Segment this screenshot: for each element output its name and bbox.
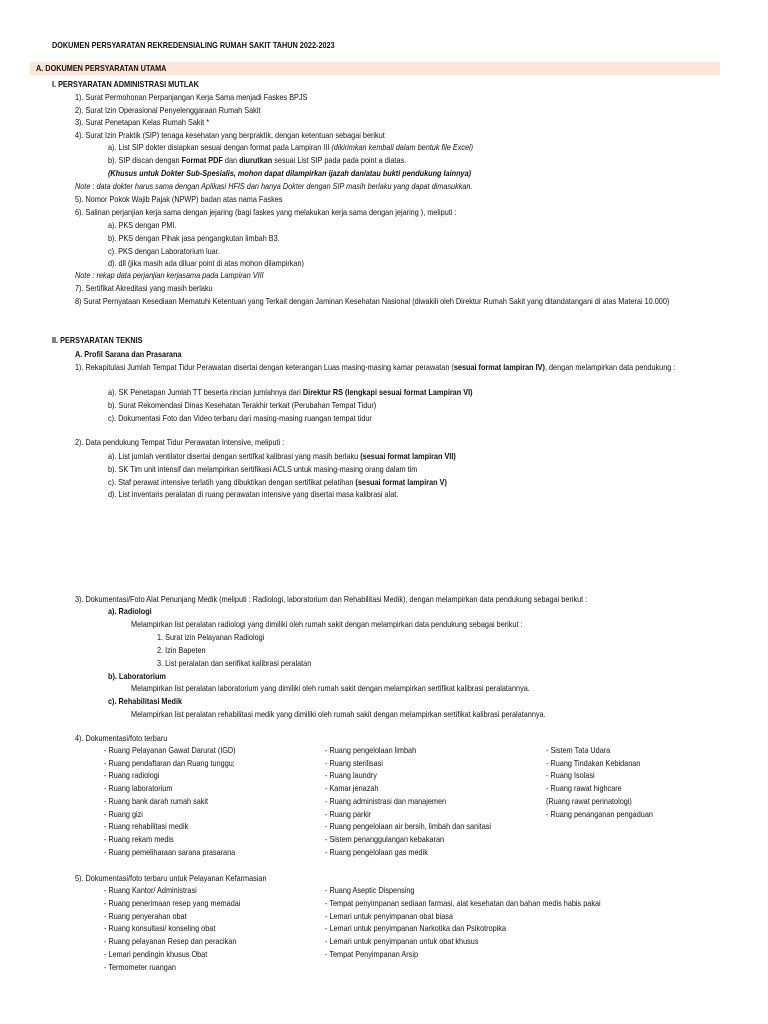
admin-heading: I. PERSYARATAN ADMINISTRASI MUTLAK [52,80,199,89]
list-item: - Ruang rehabilitasi medik [104,822,189,832]
teknis-item-5: 5). Dokumentasi/foto terbaru untuk Pelayanan Kefarmasian [75,874,267,883]
list-item: - Ruang penerimaan resep yang memadai [104,898,241,908]
teknis-heading: II. PERSYARATAN TEKNIS [52,336,143,345]
teknis-item-3c: c). Rehabilitasi Medik [108,697,183,706]
admin-item-6d: d). dll (jika masih ada diluar point di atas mohon dilampirkan) [108,259,304,268]
teknis-subheading-a: A. Profil Sarana dan Prasarana [75,350,182,359]
admin-item-4b: b). SIP discan dengan Format PDF dan diurutkan sesuai List SIP pada pada point a diatas. [108,156,407,165]
teknis-item-2b: b). SK Tim unit intensif dan melampirkan sertifikasi ACLS untuk masing-masing orang dalam tim [108,465,418,474]
list-item: - Ruang gizi [104,809,143,819]
admin-item-8: 8) Surat Pernyataan Kesediaan Mematuhi Ketentuan yang Terkait dengan Jaminan Kesehatan Nasional (diwakili oleh Direktur Rumah Sakit yang ditandatangani di atas Materai 10.000) [75,297,670,306]
admin-item-6b: b). PKS dengan Pihak jasa pengangkutan limbah B3. [108,234,280,243]
teknis-item-2d: d). List inventaris peralatan di ruang perawatan intensive yang disertai masa kalibrasi alat. [108,490,399,499]
admin-note-2: Note : rekap data perjanjian kerjasama pada Lampiran VIII [75,271,264,280]
list-item: - Tempat Penyimpanan Arsip [325,950,418,959]
list-item: - Ruang pelayanan Resep dan peracikan [104,937,237,947]
teknis-item-3: 3). Dokumentasi/Foto Alat Penunjang Medik (meliputi : Radiologi, laboratorium dan Rehabilitasi Medik), dengan melampirkan data pendukung sebagai berikut : [75,595,588,604]
list-item: - Ruang sterilisasi [325,758,383,768]
teknis-item-3a-3: 3. List peralatan dan serifikat kalibrasi peralatan [157,659,312,668]
admin-item-3: 3). Surat Penetapan Kelas Rumah Sakit * [75,118,210,127]
list-item: (Ruang rawat perinatologi) [546,796,632,806]
list-item: - Lemari untuk penyimpanan obat biasa [325,911,453,921]
list-item: - Ruang pengelolaan limbah [325,746,417,755]
admin-item-1: 1). Surat Permohonan Perpanjangan Kerja Sama menjadi Faskes BPJS [75,93,308,102]
list-item: - Ruang Pelayanan Gawat Darurat (IGD) [104,746,236,755]
admin-item-4c-note: (Khusus untuk Dokter Sub-Spesialis, mohon dapat dilampirkan ijazah dan/atau bukti pendukung lainnya) [108,169,472,178]
list-item: - Ruang Isolasi [546,771,595,781]
teknis-item-3a-2: 2. Izin Bapeten [157,646,206,655]
admin-item-2: 2). Surat Izin Operasional Penyelenggaraan Rumah Sakit [75,106,261,115]
teknis-item-1c: c). Dokumentasi Foto dan Video terbaru dari masing-masing ruangan tempat tidur [108,414,372,423]
list-item: - Ruang laundry [325,771,377,781]
teknis-item-4: 4). Dokumentasi/foto terbaru [75,734,168,743]
list-item: - Lemari untuk penyimpanan Narkotika dan Psikotropika [325,924,506,934]
admin-item-6c: c). PKS dengan Laboratorium luar. [108,247,220,256]
teknis-item-2c: c). Staf perawat intensive terlatih yang dibuktikan dengan sertifikat pelatihan (sesuai format lampiran V) [108,478,447,487]
list-item: - Lemari untuk penyimpanan untuk obat khusus [325,937,479,947]
admin-item-5: 5). Nomor Pokok Wajib Pajak (NPWP) badan atas nama Faskes [75,195,283,204]
section-a-heading: A. DOKUMEN PERSYARATAN UTAMA [36,64,167,73]
teknis-item-3a-1: 1. Surat izin Pelayanan Radiologi [157,633,265,642]
admin-item-7: 7). Sertifikat Akreditasi yang masih berlaku [75,284,213,293]
list-item: - Kamar jenazah [325,784,379,794]
teknis-item-3a-desc: Melampirkan list peralatan radiologi yang dimiliki oleh rumah sakit dengan melampirkan data pendukung sebagai berikut : [131,620,523,629]
teknis-item-1b: b). Surat Rekomendasi Dinas Kesehatan Terakhir terkait (Perubahan Tempat Tidur) [108,401,377,410]
teknis-item-2a: a). List jumlah ventilator disertai dengan sertifkat kalibrasi yang masih berlaku (sesuai format lampiran VII) [108,452,456,461]
list-item: - Ruang Kantor/ Administrasi [104,886,197,895]
admin-item-4a: a). List SIP dokter disiapkan sesuai dengan format pada Lampiran III (dikirimkan kembali dalam bentuk file Excel) [108,143,474,152]
list-item: - Tempat penyimpanan sediaan farmasi, alat kesehatan dan bahan medis habis pakai [325,898,601,908]
list-item: - Ruang pendaftaran dan Ruang tunggu; [104,758,235,768]
admin-item-6: 6). Salinan perjanjian kerja sama dengan jejaring (bagi faskes yang melakukan kerja sama dengan jejaring ), meliputi : [75,208,457,217]
teknis-item-1a: a). SK Penetapan Jumlah TT beserta rincian jumlahnya dari Direktur RS (lengkapi sesuai format Lampiran VI) [108,388,473,397]
teknis-item-2: 2). Data pendukung Tempat Tidur Perawatan Intensive, meliputi : [75,438,285,447]
teknis-item-3b-desc: Melampirkan list peralatan laboratorium yang dimiliki oleh rumah sakit dengan melampirkan sertifikat kalibrasi peralatannya. [131,684,530,693]
list-item: - Ruang Aseptic Dispensing [325,886,415,895]
list-item: - Termometer ruangan [104,962,176,972]
list-item: - Sistem Tata Udara [546,746,611,755]
teknis-item-3b: b). Laboratorium [108,672,166,681]
list-item: - Ruang pengelolaan gas medik [325,847,428,857]
list-item: - Lemari pendingin khusus Obat [104,950,208,959]
admin-item-6a: a). PKS dengan PMI. [108,221,177,230]
teknis-item-3a: a). Radiologi [108,607,152,616]
list-item: - Ruang bank darah rumah sakit [104,796,209,806]
list-item: - Ruang penanganan pengaduan [546,809,653,819]
admin-note-1: Note : data dokter harus sama dengan Aplikasi HFIS dan hanya Dokter dengan SIP masih berlaku yang dapat dimasukkan. [75,182,473,191]
list-item: - Ruang parkir [325,809,372,819]
list-item: - Ruang radiologi [104,771,160,781]
list-item: - Ruang pemeliharaan sarana prasarana [104,847,236,857]
list-item: - Ruang administrasi dan manajemen [325,796,447,806]
list-item: - Ruang rawat highcare [546,784,622,794]
teknis-item-1: 1). Rekapitulasi Jumlah Tempat Tidur Perawatan disertai dengan keterangan Luas masing-masing kamar perawatan (sesuai format lampiran IV), dengan melampirkan data pendukung : [75,363,676,372]
list-item: - Ruang penyerahan obat [104,911,187,921]
list-item: - Ruang laboratorium [104,784,173,794]
list-item: - Ruang Tindakan Kebidanan [546,758,641,768]
list-item: - Ruang rekam medis [104,834,174,844]
teknis-item-3c-desc: Melampirkan list peralatan rehabilitasi medik yang dimiliki oleh rumah sakit dengan melampirkan sertifikat kalibrasi peralatannya. [131,710,546,719]
document-title: DOKUMEN PERSYARATAN REKREDENSIALING RUMAH SAKIT TAHUN 2022-2023 [52,41,335,50]
list-item: - Sistem penanggulangan kebakaran [325,834,445,844]
list-item: - Ruang konsultasi/ konseling obat [104,924,216,934]
list-item: - Ruang pengelolaan air bersih, limbah dan sanitasi [325,822,492,832]
admin-item-4: 4). Surat Izin Praktik (SIP) tenaga kesehatan yang berpraktik, dengan ketentuan sebagai berikut [75,131,385,140]
